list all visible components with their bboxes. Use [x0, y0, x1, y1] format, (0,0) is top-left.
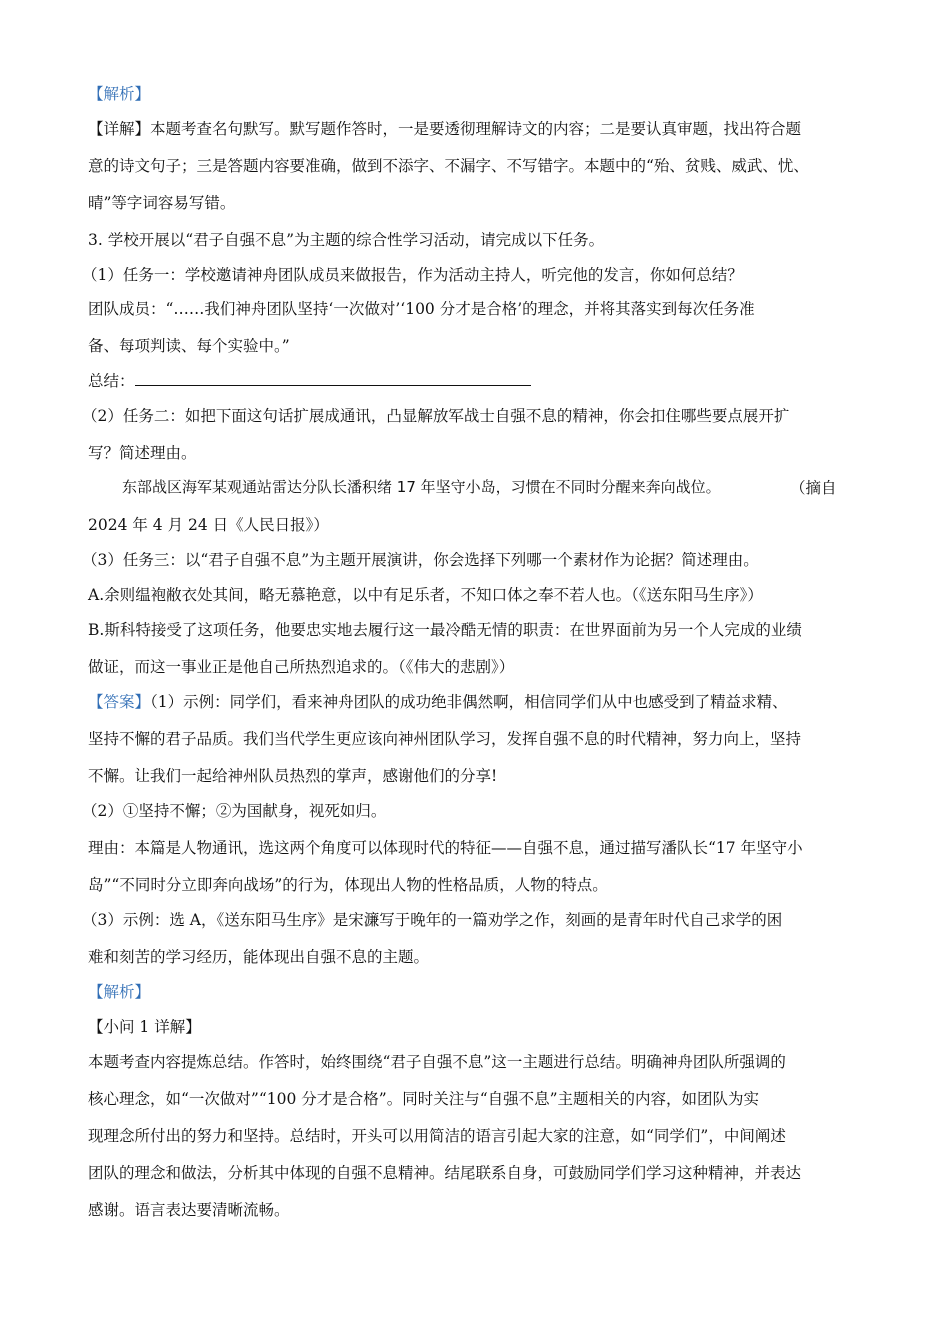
answer-1-text-2: 坚持不懈的君子品质。我们当代学生更应该向神州团队学习，发挥自强不息的时代精神，努力向上，坚持: [88, 730, 802, 748]
news-quote-source-2: 2024 年 4 月 24 日《人民日报》）: [88, 516, 329, 534]
news-quote: 东部战区海军某观通站雷达分队长潘积绪 17 年坚守小岛，习惯在不同时分醒来奔向战位。: [122, 478, 721, 496]
task-3-prompt: （3）任务三：以“君子自强不息”为主题开展演讲，你会选择下列哪一个素材作为论据？简述理由。: [82, 551, 759, 569]
team-member-quote-2: 备、每项判读、每个实验中。”: [88, 337, 290, 355]
analysis-2-line-5: 感谢。语言表达要清晰流畅。: [88, 1201, 290, 1219]
detail-line-1: 【详解】本题考查名句默写。默写题作答时，一是要透彻理解诗文的内容；二是要认真审题，找出符合题: [88, 120, 802, 138]
option-a: A.余则缊袍敝衣处其间，略无慕艳意，以中有足乐者，不知口体之奉不若人也。（《送东阳马生序》）: [88, 586, 763, 604]
option-b-line-1: B.斯科特接受了这项任务，他要忠实地去履行这一最冷酷无情的职责：在世界面前为另一个人完成的业绩: [88, 621, 802, 639]
task-2-prompt-1: （2）任务二：如把下面这句话扩展成通讯，凸显解放军战士自强不息的精神，你会扣住哪些要点展开扩: [82, 407, 790, 425]
analysis-tag-2: 【解析】: [88, 983, 151, 1001]
summary-answer-line: [88, 369, 531, 391]
task-1-prompt: （1）任务一：学校邀请神舟团队成员来做报告，作为活动主持人，听完他的发言，你如何总结？: [82, 266, 743, 284]
detail-line-3: 晴”等字词容易写错。: [88, 194, 236, 212]
analysis-2-line-2: 核心理念，如“一次做对”“100 分才是合格”。同时关注与“自强不息”主题相关的内容，如团队为实: [88, 1090, 760, 1108]
analysis-2-line-1: 本题考查内容提炼总结。作答时，始终围绕“君子自强不息”这一主题进行总结。明确神舟团队所强调的: [88, 1053, 786, 1071]
task-2-prompt-2: 写？简述理由。: [88, 444, 197, 462]
answer-1-text-3: 不懈。让我们一起给神州队员热烈的掌声，感谢他们的分享!: [88, 767, 498, 785]
answer-1-text-1: （1）示例：同学们，看来神舟团队的成功绝非偶然啊，相信同学们从中也感受到了精益求精、: [150, 693, 788, 711]
analysis-tag: 【解析】: [88, 85, 151, 103]
answer-2-reason-2: 岛”“不同时分立即奔向战场”的行为，体现出人物的性格品质，人物的特点。: [88, 876, 608, 894]
question-3-title: 3. 学校开展以“君子自强不息”为主题的综合性学习活动，请完成以下任务。: [88, 231, 605, 249]
analysis-2-line-3: 现理念所付出的努力和坚持。总结时，开头可以用简洁的语言引起大家的注意，如“同学们”，中间阐述: [88, 1127, 786, 1145]
sub-question-1-heading: 【小问 1 详解】: [88, 1018, 201, 1036]
detail-line-2: 意的诗文句子；三是答题内容要准确，做到不添字、不漏字、不写错字。本题中的“殆、贫贱、威武、忧、: [88, 157, 809, 175]
team-member-quote-1: 团队成员：“……我们神舟团队坚持‘一次做对’‘100 分才是合格’的理念，并将其落实到每次任务准: [88, 300, 755, 318]
answer-line-1: [88, 690, 788, 712]
news-quote-source-1: （摘自: [790, 479, 837, 497]
answer-3-text-1: （3）示例：选 A，《送东阳马生序》是宋濂写于晚年的一篇劝学之作，刻画的是青年时代自己求学的困: [82, 911, 783, 929]
answer-2-reason-1: 理由：本篇是人物通讯，选这两个角度可以体现时代的特征——自强不息，通过描写潘队长“17 年坚守小: [88, 839, 803, 857]
answer-2: （2）①坚持不懈；②为国献身，视死如归。: [82, 802, 387, 820]
analysis-2-line-4: 团队的理念和做法，分析其中体现的自强不息精神。结尾联系自身，可鼓励同学们学习这种精神，并表达: [88, 1164, 802, 1182]
summary-label: 总结：: [88, 372, 135, 390]
answer-blank: [135, 373, 531, 386]
answer-3-text-2: 难和刻苦的学习经历，能体现出自强不息的主题。: [88, 948, 430, 966]
answer-tag: 【答案】: [88, 693, 151, 711]
option-b-line-2: 做证，而这一事业正是他自己所热烈追求的。（《伟大的悲剧》）: [88, 658, 515, 676]
